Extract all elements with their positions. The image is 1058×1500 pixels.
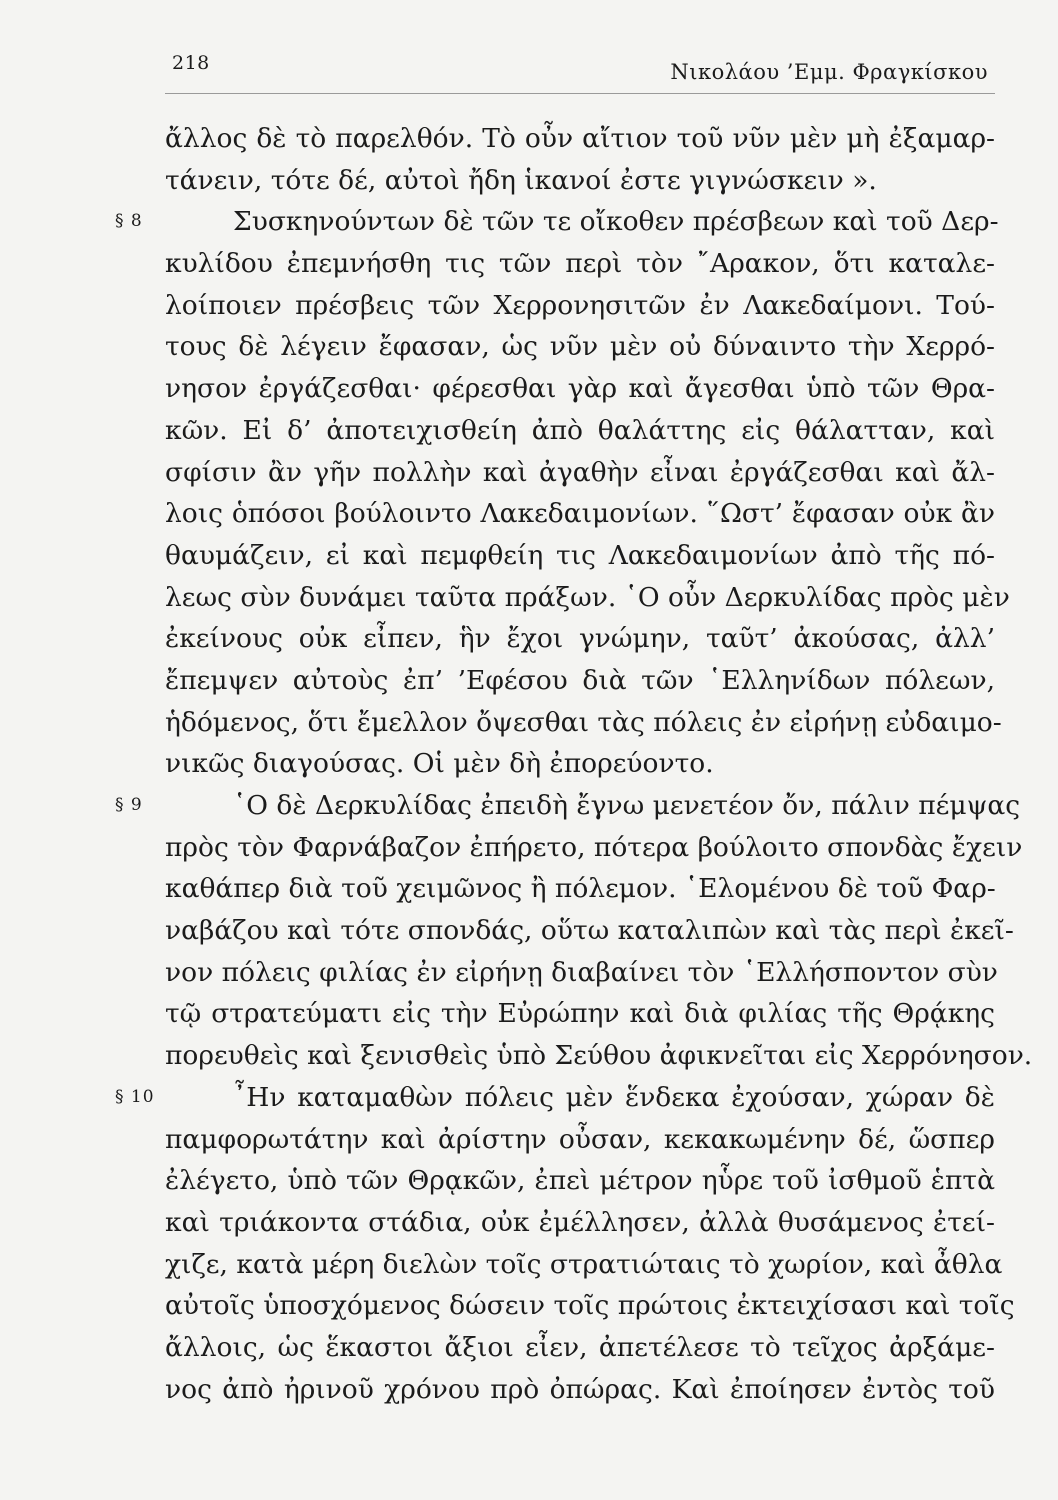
text-line (165, 660, 995, 702)
line-text: κυλίδου ἐπεμνήσθη τις τῶν περὶ τὸν ῎Αρακον, ὅτι καταλε- (165, 248, 995, 280)
page-number: 218 (172, 52, 210, 74)
line-text: ῾Ο δὲ Δερκυλίδας ἐπειδὴ ἔγνω μενετέον ὄν, πάλιν πέμψας (233, 790, 1021, 821)
text-line (165, 452, 995, 494)
line-text: θαυμάζειν, εἰ καὶ πεμφθείη τις Λακεδαιμονίων ἀπὸ τῆς πό- (165, 539, 995, 571)
text-line (165, 1285, 1015, 1327)
text-line (115, 201, 999, 243)
section-marker: § 8 (115, 211, 143, 232)
line-text: τῷ στρατεύματι εἰς τὴν Εὐρώπην καὶ διὰ φιλίας τῆς Θρᾴκης (165, 998, 995, 1030)
line-text: ἔπεμψεν αὐτοὺς ἐπ’ ’Εφέσου διὰ τῶν ῾Ελληνίδων πόλεων, (165, 664, 995, 696)
text-line (165, 827, 1023, 869)
text-line (165, 1369, 995, 1411)
line-text: ἄλλοις, ὡς ἕκαστοι ἄξιοι εἶεν, ἀπετέλεσε τὸ τεῖχος ἀρξάμε- (165, 1331, 995, 1363)
line-text: νικῶς διαγούσας. Οἱ μὲν δὴ ἐπορεύοντο. (165, 748, 714, 780)
line-text: ἐκείνους οὐκ εἶπεν, ἣν ἔχοι γνώμην, ταῦτ’ ἀκούσας, ἀλλ’ (165, 623, 995, 655)
line-text: ἡδόμενος, ὅτι ἔμελλον ὄψεσθαι τὰς πόλεις ἐν εἰρήνῃ εὐδαιμο- (165, 706, 1002, 738)
line-text: ἐλέγετο, ὑπὸ τῶν Θρᾳκῶν, ἐπεὶ μέτρον ηὗρε τοῦ ἰσθμοῦ ἑπτὰ (165, 1165, 995, 1197)
text-line (165, 1160, 995, 1202)
line-text: χιζε, κατὰ μέρη διελὼν τοῖς στρατιώταις τὸ χωρίον, καὶ ἆθλα (165, 1248, 1003, 1280)
running-head: Νικολάου ’Εμμ. Φραγκίσκου (670, 60, 988, 84)
text-line (165, 618, 995, 660)
text-line (165, 577, 1010, 619)
text-line (165, 243, 995, 285)
line-text: παμφορωτάτην καὶ ἀρίστην οὖσαν, κεκακωμένην δέ, ὥσπερ (165, 1123, 995, 1155)
line-text: ῏Ην καταμαθὼν πόλεις μὲν ἕνδεκα ἐχούσαν, χώραν δὲ (233, 1081, 995, 1113)
line-text: νον πόλεις φιλίας ἐν εἰρήνῃ διαβαίνει τὸν ῾Ελλήσποντον σὺν (165, 956, 998, 988)
text-line (165, 1119, 995, 1161)
line-text: τους δὲ λέγειν ἔφασαν, ὡς νῦν μὲν οὐ δύναιντο τὴν Χερρό- (165, 331, 995, 363)
line-text: κῶν. Εἰ δ’ ἀποτειχισθείη ἀπὸ θαλάττης εἰς θάλατταν, καὶ (165, 414, 995, 446)
text-line (165, 1327, 995, 1369)
text-line (165, 118, 995, 160)
line-text: καὶ τριάκοντα στάδια, οὐκ ἐμέλλησεν, ἀλλὰ θυσάμενος ἐτεί- (165, 1206, 995, 1238)
text-line (165, 326, 995, 368)
line-text: τάνειν, τότε δέ, αὐτοὶ ἤδη ἱκανοί ἐστε γιγνώσκειν ». (165, 164, 877, 196)
text-line (165, 1202, 995, 1244)
section-marker: § 9 (115, 795, 143, 815)
line-text: νος ἀπὸ ἠρινοῦ χρόνου πρὸ ὀπώρας. Καὶ ἐποίησεν ἐντὸς τοῦ (165, 1373, 995, 1405)
line-text: ναβάζου καὶ τότε σπονδάς, οὕτω καταλιπὼν καὶ τὰς περὶ ἐκεῖ- (165, 915, 1014, 947)
text-line (165, 368, 995, 410)
line-text: νησον ἐργάζεσθαι· φέρεσθαι γὰρ καὶ ἄγεσθαι ὑπὸ τῶν Θρα- (165, 373, 995, 405)
line-text: ἄλλος δὲ τὸ παρελθόν. Τὸ οὖν αἴτιον τοῦ νῦν μὲν μὴ ἐξαμαρ- (165, 123, 995, 154)
text-line (165, 952, 998, 994)
text-line (165, 910, 1014, 952)
section-marker: § 10 (115, 1086, 155, 1107)
text-line (165, 493, 995, 535)
text-line (115, 1077, 995, 1119)
text-line (165, 1244, 1003, 1286)
line-text: λεως σὺν δυνάμει ταῦτα πράξων. ῾Ο οὖν Δερκυλίδας πρὸς μὲν (165, 581, 1010, 613)
text-line (165, 410, 995, 452)
line-text: πρὸς τὸν Φαρνάβαζον ἐπήρετο, πότερα βούλοιτο σπονδὰς ἔχειν (165, 831, 1023, 863)
text-line (115, 785, 1021, 827)
body-text (115, 118, 1033, 1410)
text-line (165, 993, 995, 1035)
text-line (165, 535, 995, 577)
text-line (165, 285, 995, 327)
line-text: καθάπερ διὰ τοῦ χειμῶνος ἢ πόλεμον. ῾Ελομένου δὲ τοῦ Φαρ- (165, 873, 996, 905)
text-line (165, 702, 1002, 744)
line-text: αὐτοῖς ὑποσχόμενος δώσειν τοῖς πρώτοις ἐκτειχίσασι καὶ τοῖς (165, 1290, 1015, 1322)
text-line (165, 1035, 1033, 1077)
header-rule (165, 93, 995, 94)
line-text: λοις ὁπόσοι βούλοιντο Λακεδαιμονίων. ῞Ωστ’ ἔφασαν οὐκ ἂν (165, 498, 995, 530)
text-line (165, 160, 995, 202)
text-line (165, 743, 995, 785)
text-line (165, 868, 995, 910)
line-text: σφίσιν ἂν γῆν πολλὴν καὶ ἀγαθὴν εἶναι ἐργάζεσθαι καὶ ἄλ- (165, 456, 995, 488)
line-text: πορευθεὶς καὶ ξενισθεὶς ὑπὸ Σεύθου ἀφικνεῖται εἰς Χερρόνησον. (165, 1040, 1033, 1072)
line-text: λοίποιεν πρέσβεις τῶν Χερρονησιτῶν ἐν Λακεδαίμονι. Τού- (165, 289, 995, 321)
line-text: Συσκηνούντων δὲ τῶν τε οἴκοθεν πρέσβεων καὶ τοῦ Δερ- (233, 206, 999, 238)
